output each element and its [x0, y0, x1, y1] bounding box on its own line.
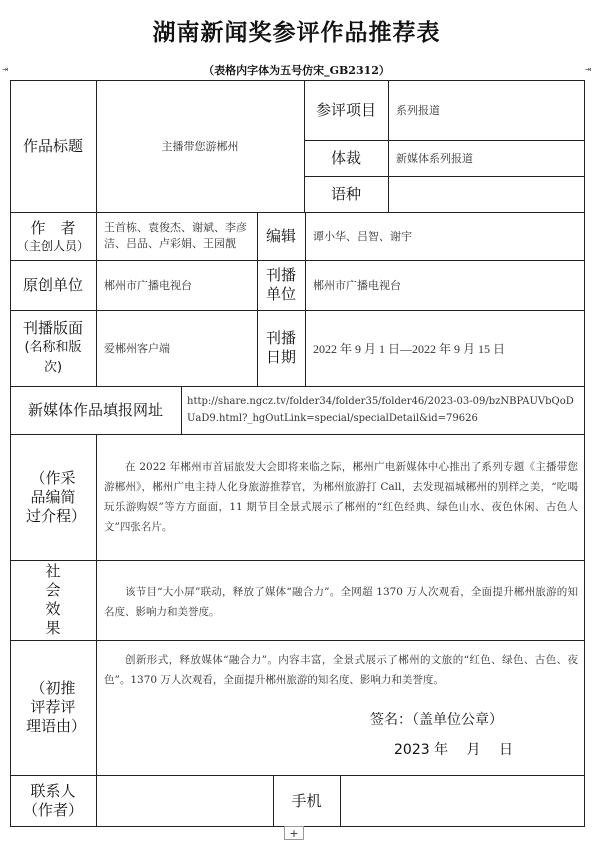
page-title: 湖南新闻奖参评作品推荐表	[152, 20, 441, 46]
author-label-cell	[10, 212, 96, 260]
origin-unit-value: 郴州市广播电视台	[104, 279, 192, 292]
contact-value[interactable]	[96, 775, 273, 827]
effect-label: 社会效果	[45, 562, 61, 637]
language-value	[388, 176, 585, 212]
category-label: 参评项目	[315, 100, 376, 119]
review-text: 创新形式，释放媒体“融合力”。内容丰富，全景式展示了郴州的文旅的“红色、绿色、古色、夜色”。1370 万人次观看，全面提升郴州旅游的知名度、影响力和美誉度。	[104, 654, 578, 686]
authors-value: 王首栋、袁俊杰、谢斌、李彦洁、吕品、卢彩娟、王园靓	[104, 221, 247, 250]
category-value: 系列报道	[396, 104, 440, 117]
url-label: 新媒体作品填报网址	[27, 400, 163, 419]
effect-text: 该节目“大小屏”联动，释放了媒体“融合力”。全网超 1370 万人次观看，全面提升郴州旅游的知名度、影响力和美誉度。	[104, 586, 578, 618]
process-label: （作采品编简过介程）	[26, 468, 87, 525]
publish-section-value: 爱郴州客户端	[104, 342, 170, 355]
add-row-handle[interactable]: +	[284, 826, 304, 840]
work-title-label: 作品标题	[22, 136, 83, 155]
phone-value[interactable]	[340, 775, 585, 827]
phone-label: 手机	[291, 791, 322, 810]
signature-line: 签名：（盖单位公章）	[370, 712, 503, 728]
page-subtitle: （表格内字体为五号仿宋_GB2312）	[203, 64, 390, 77]
language-label: 语种	[330, 184, 361, 203]
editors-value: 谭小华、吕智、谢宇	[313, 230, 412, 243]
publish-section-label: 刊播版面	[22, 318, 83, 337]
origin-unit-label: 原创单位	[22, 275, 83, 294]
publish-date-value: 2022 年 9 月 1 日—2022 年 9 月 15 日	[313, 341, 506, 356]
left-page-marker: ⇥	[2, 64, 9, 75]
publish-unit-value: 郴州市广播电视台	[313, 279, 401, 292]
publish-section-sublabel: (名称和版次)	[24, 339, 82, 375]
work-title-value: 主播带您游郴州	[161, 140, 239, 153]
publish-unit-label: 刊播单位	[265, 266, 296, 303]
publish-section-label-cell	[10, 310, 96, 386]
date-line: 2023 年 月 日	[394, 742, 513, 758]
author-label: 作 者	[30, 218, 76, 237]
right-page-marker: ⇥	[585, 64, 592, 75]
review-label: （初推评荐评理语由）	[26, 679, 87, 735]
contact-label: 联系人（作者）	[22, 782, 83, 819]
editor-label: 编辑	[265, 226, 296, 245]
genre-value: 新媒体系列报道	[396, 152, 473, 165]
work-url-link[interactable]: http://share.ngcz.tv/folder34/folder35/folder46/2023-03-09/bzNBPAUVbQoDUaD9.html?_hgOutLink=special/specialDetail&id=79626	[187, 396, 574, 424]
publish-date-label: 刊播日期	[265, 329, 296, 366]
process-text: 在 2022 年郴州市首届旅发大会即将来临之际，郴州广电新媒体中心推出了系列专题《主播带您游郴州》，郴州广电主持人化身旅游推荐官，为郴州旅游打 Call，去发现福城郴州的别样之美，“吃喝玩乐游购娱”等方方面面，11 期节目全景式展示了郴州的“红色经典、绿色山水、夜色休闲、古色人文”四张名片。	[104, 461, 578, 533]
author-sublabel: （主创人员）	[16, 238, 89, 253]
genre-label: 体裁	[330, 148, 361, 167]
